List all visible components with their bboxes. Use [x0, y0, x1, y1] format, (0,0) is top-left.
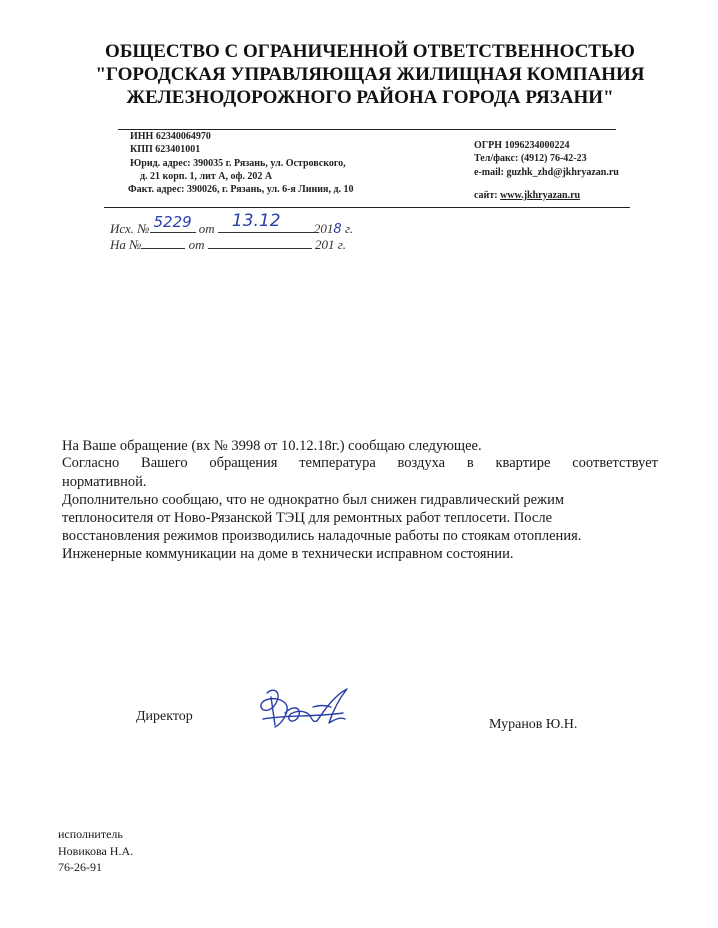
- body-line-1: На Ваше обращение (вх № 3998 от 10.12.18г.) сообщаю следующее.: [62, 438, 482, 454]
- website-link[interactable]: www.jkhryazan.ru: [500, 190, 581, 201]
- outgoing-date-field: [218, 211, 314, 233]
- body-line-2: Согласно Вашего обращения температура воздуха в квартире соответствует: [62, 455, 658, 471]
- incoming-number-field: [141, 235, 185, 249]
- email: e-mail: guzhk_zhd@jkhryazan.ru: [474, 167, 619, 178]
- body-line-7: Инженерные коммуникации на доме в технически исправном состоянии.: [62, 546, 514, 562]
- org-name-line-2: "ГОРОДСКАЯ УПРАВЛЯЮЩАЯ ЖИЛИЩНАЯ КОМПАНИЯ: [95, 64, 645, 85]
- outgoing-date-handwritten: 13.12: [231, 211, 281, 231]
- actual-address: Факт. адрес: 390026, г. Рязань, ул. 6-я Линия, д. 10: [128, 184, 354, 195]
- executor-phone: 76-26-91: [58, 860, 102, 874]
- incoming-date-field: [208, 235, 312, 249]
- outgoing-number-handwritten: 5229: [153, 213, 192, 231]
- org-name-line-3: ЖЕЛЕЗНОДОРОЖНОГО РАЙОНА ГОРОДА РЯЗАНИ": [126, 87, 614, 108]
- phone-fax: Тел/факс: (4912) 76-42-23: [474, 153, 587, 164]
- header-bottom-rule: [104, 207, 630, 208]
- body-line-5: теплоносителя от Ново-Рязанской ТЭЦ для ремонтных работ теплосети. После: [62, 510, 553, 526]
- executor-name: Новикова Н.А.: [58, 844, 134, 858]
- executor-label: исполнитель: [58, 827, 123, 841]
- outgoing-year: 201: [313, 221, 334, 236]
- incoming-date-label: от: [188, 237, 205, 252]
- website-label: сайт:: [474, 190, 498, 201]
- outgoing-number-field: [150, 213, 196, 233]
- outgoing-year-handwritten-digit: 8: [333, 222, 342, 237]
- body-line-3: нормативной.: [62, 474, 147, 490]
- ogrn: ОГРН 1096234000224: [474, 140, 570, 151]
- kpp: КПП 623401001: [130, 144, 201, 155]
- incoming-year-suffix: г.: [337, 237, 346, 252]
- inn: ИНН 62340064970: [130, 131, 211, 142]
- body-line-6: восстановления режимов производились наладочные работы по стоякам отопления.: [62, 528, 582, 544]
- signatory-position: Директор: [136, 709, 193, 724]
- body-line-4: Дополнительно сообщаю, что не однократно был снижен гидравлический режим: [62, 492, 565, 508]
- organization-title: [60, 40, 680, 109]
- incoming-year: 201: [315, 237, 335, 252]
- outgoing-number-label: Исх. №: [110, 221, 150, 236]
- org-name-line-1: ОБЩЕСТВО С ОГРАНИЧЕННОЙ ОТВЕТСТВЕННОСТЬЮ: [105, 41, 635, 62]
- legal-address-line-2: д. 21 корп. 1, лит А, оф. 202 А: [140, 171, 273, 182]
- legal-address-line-1: Юрид. адрес: 390035 г. Рязань, ул. Островского,: [130, 158, 346, 169]
- website: [474, 189, 580, 202]
- signatory-name: Муранов Ю.Н.: [489, 717, 578, 732]
- incoming-number-line: [110, 235, 346, 253]
- outgoing-year-suffix: г.: [344, 221, 354, 236]
- handwritten-signature: [255, 683, 355, 735]
- incoming-number-label: На №: [110, 237, 142, 252]
- outgoing-date-label: от: [198, 221, 215, 236]
